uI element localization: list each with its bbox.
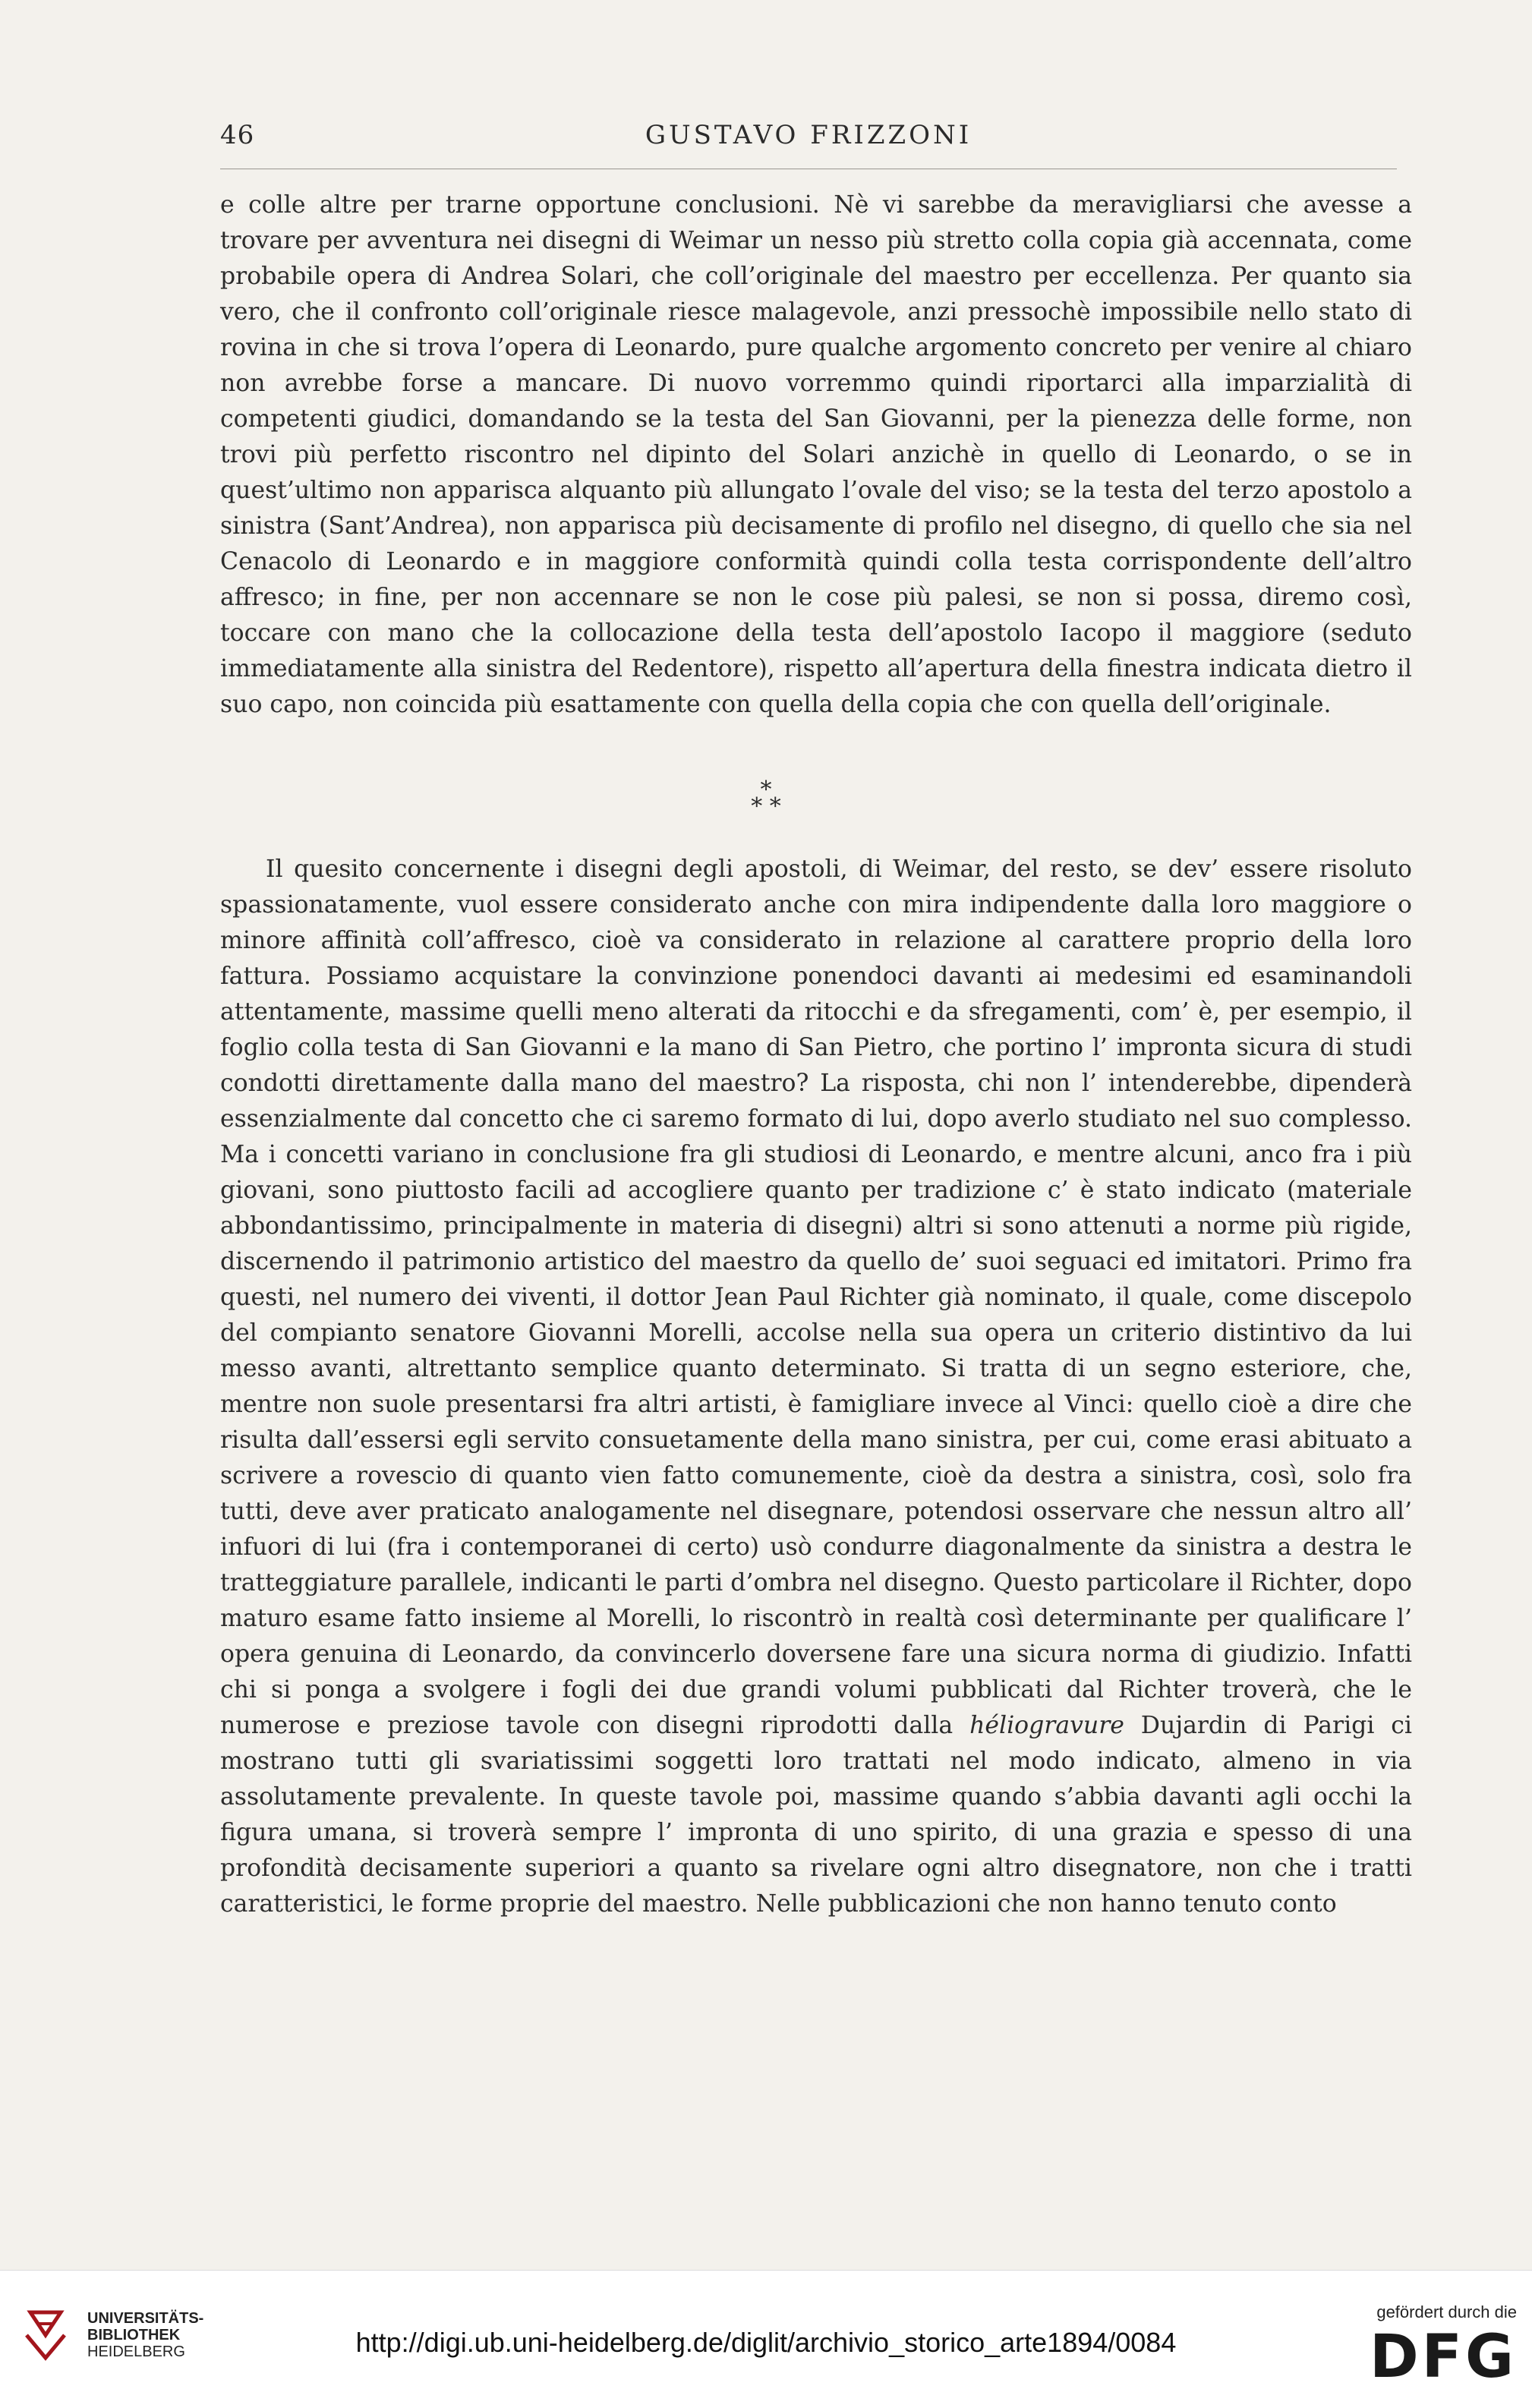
paragraph-2-text [220, 852, 1412, 1922]
library-name-line2: BIBLIOTHEK [87, 2327, 181, 2343]
page-header [220, 120, 1397, 165]
running-title: GUSTAVO FRIZZONI [645, 120, 972, 150]
section-asterism: * * * [751, 777, 781, 820]
paragraph-2 [220, 852, 1412, 1922]
digitization-footer [0, 2270, 1532, 2408]
source-url-link[interactable]: http://digi.ub.uni-heidelberg.de/diglit/archivio_storico_arte1894/0084 [355, 2327, 1177, 2358]
paragraph-2-start: Il quesito concernente i disegni degli apostoli, di Weimar, del resto, se dev’ essere risoluto spassionatamente, vuol essere considerato anche con mira indipendente dalla loro maggiore o minore affinità coll’affresco, cioè va considerato in relazione al carattere proprio della loro fattura. Possiamo acquistare la convinzione ponendoci davanti ai medesimi ed esaminandoli attentamente, massime quelli meno alterati da ritocchi e da sfregamenti, com’ è, per esempio, il foglio colla testa di San Giovanni e la mano di San Pietro, che portino l’ impronta sicura di studi condotti direttamente dalla mano del maestro? La risposta, chi non l’ intenderebbe, dipenderà essenzialmente dal concetto che ci saremo formato di lui, dopo averlo studiato nel suo complesso. Ma i concetti variano in conclusione fra gli studiosi di Leonardo, e mentre alcuni, anco fra i più giovani, sono piuttosto facili ad accogliere quanto per tradizione c’ è stato indicato (materiale abbondantissimo, principalmente in materia di disegni) altri si sono attenuti a norme più rigide, discernendo il patrimonio artistico del maestro da quello de’ suoi seguaci ed imitatori. Primo fra questi, nel numero dei viventi, il dottor Jean Paul Richter già nominato, il quale, come discepolo del compianto senatore Giovanni Morelli, accolse nella sua opera un criterio distintivo da lui messo avanti, altrettanto semplice quanto determinato. Si tratta di un segno esteriore, che, mentre non suole presentarsi fra altri artisti, è famigliare invece al Vinci: quello cioè a dire che risulta dall’essersi egli servito consuetamente della mano sinistra, per cui, come erasi abituato a scrivere a rovescio di quanto vien fatto comunemente, cioè da destra a sinistra, così, solo fra tutti, deve aver praticato analogamente nel disegnare, potendosi osservare che nessun altro all’ infuori di lui (fra i contemporanei di certo) usò condurre diagonalmente da sinistra a destra le tratteggiature parallele, indicanti le parti d’ombra nel disegno. Questo particolare il Richter, dopo maturo esame fatto insieme al Morelli, lo riscontrò in realtà così determinante per qualificare l’ opera genuina di Leonardo, da convincerlo doversene fare una sicura norma di giudizio. Infatti chi si ponga a svolgere i fogli dei due grandi volumi pubblicati dal Richter troverà, che le numerose e preziose tavole con disegni riprodotti dalla [220, 856, 1412, 1739]
library-name-line3: HEIDELBERG [87, 2343, 185, 2360]
paragraph-2-end: Dujardin di Parigi ci mostrano tutti gli svariatissimi soggetti loro trattati nel modo indicato, almeno in via assolutamente prevalente. In queste tavole poi, massime quando s’abbia davanti agli occhi la figura umana, si troverà sempre l’ impronta di uno spirito, di una grazia e spesso di una profondità decisamente superiori a quanto sa rivelare ogni altro disegnatore, non che i tratti caratteristici, le forme proprie del maestro. Nelle pubblicazioni che non hanno tenuto conto [220, 1712, 1412, 1918]
dfg-logo: DFG [1369, 2323, 1517, 2391]
paragraph-1-text: e colle altre per trarne opportune conclusioni. Nè vi sarebbe da meravigliarsi che avesse a trovare per avventura nei disegni di Weimar un nesso più stretto colla copia già accennata, come probabile opera di Andrea Solari, che coll’originale del maestro per eccellenza. Per quanto sia vero, che il confronto coll’originale riesce malagevole, anzi pressochè impossibile nello stato di rovina in che si trova l’opera di Leonardo, pure qualche argomento concreto per venire al chiaro non avrebbe forse a mancare. Di nuovo vorremmo quindi riportarci alla imparzialità di competenti giudici, domandando se la testa del San Giovanni, per la pienezza delle forme, non trovi più perfetto riscontro nel dipinto del Solari anzichè in quello di Leonardo, o se in quest’ultimo non apparisca alquanto più allungato l’ovale del viso; se la testa del terzo apostolo a sinistra (Sant’Andrea), non apparisca più decisamente di profilo nel disegno, di quello che sia nel Cenacolo di Leonardo e in maggiore conformità quindi colla testa corrispondente dell’altro affresco; in fine, per non accennare se non le cose più palesi, se non si possa, diremo così, toccare con mano che la collocazione della testa dell’apostolo Iacopo il maggiore (seduto immediatamente alla sinistra del Redentore), rispetto all’apertura della finestra indicata dietro il suo capo, non coincida più esattamente con quella della copia che con quella dell’originale. [220, 191, 1412, 718]
library-name-line1: UNIVERSITÄTS- [87, 2310, 204, 2327]
paragraph-1 [220, 188, 1412, 723]
page-number: 46 [220, 120, 255, 150]
funding-block [1357, 2302, 1517, 2391]
funding-note: gefördert durch die [1376, 2302, 1517, 2321]
paragraph-2-italic: héliogravure [969, 1712, 1124, 1739]
